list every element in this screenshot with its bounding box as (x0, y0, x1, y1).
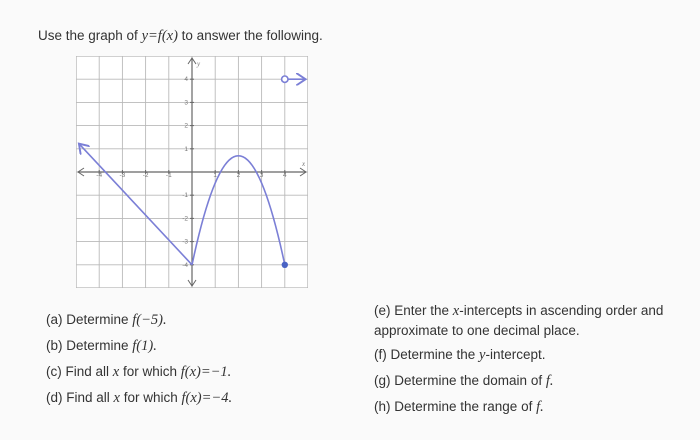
question-a-math: f(−5). (132, 312, 167, 328)
prompt-math: y=f(x) (141, 28, 178, 44)
y-tick-label: 4 (184, 76, 188, 84)
question-g-math: f. (545, 373, 554, 389)
question-b (46, 338, 157, 355)
question-a-text: (a) Determine (46, 312, 133, 327)
question-e-var: x (452, 303, 460, 319)
x-tick-label: 2 (236, 172, 241, 179)
question-f-post: -intercept. (485, 347, 546, 362)
question-d-var: x (113, 390, 120, 406)
y-tick-label: -1 (182, 192, 188, 200)
x-tick-label: 1 (213, 172, 218, 179)
y-tick-label: 3 (184, 99, 188, 107)
question-c (46, 364, 231, 381)
question-h (374, 399, 544, 416)
open-endpoint (282, 76, 288, 82)
y-tick-label: 1 (184, 145, 188, 153)
question-c-var: x (112, 364, 120, 380)
question-f-text: (f) Determine the (374, 347, 480, 362)
graph-svg (76, 56, 308, 288)
x-tick-label: 4 (282, 172, 287, 179)
y-axis-label: y (197, 60, 201, 68)
y-tick-label: -4 (182, 261, 188, 269)
question-c-mid: for which (119, 364, 181, 379)
question-d (46, 390, 232, 407)
question-g (374, 373, 554, 390)
x-tick-label: -4 (96, 172, 103, 179)
y-tick-label: 2 (184, 122, 188, 130)
question-b-math: f(1). (132, 338, 157, 354)
question-f (374, 347, 546, 364)
x-tick-label: -1 (165, 172, 172, 179)
x-tick-label: 3 (259, 172, 264, 179)
question-e-line2: approximate to one decimal place. (374, 323, 580, 338)
prompt-text (38, 28, 323, 45)
x-axis-label: x (302, 160, 306, 168)
x-tick-label: -2 (142, 172, 149, 179)
function-graph (76, 56, 308, 288)
question-c-math: f(x)=−1. (180, 364, 232, 380)
question-b-text: (b) Determine (46, 338, 133, 353)
y-tick-label: -2 (182, 215, 188, 223)
question-d-mid: for which (119, 390, 182, 405)
x-tick-label: -3 (119, 172, 126, 179)
question-e-line1 (374, 303, 663, 320)
prompt-post: to answer the following. (177, 28, 323, 43)
question-f-var: y (479, 347, 486, 363)
y-tick-label: -3 (182, 238, 188, 246)
question-h-math: f. (536, 399, 544, 415)
closed-endpoint (282, 262, 288, 268)
question-h-text: (h) Determine the range of (374, 399, 537, 414)
question-e-text: (e) Enter the (374, 303, 453, 318)
question-d-math: f(x)=−4. (181, 390, 233, 406)
prompt-pre: Use the graph of (38, 28, 142, 43)
question-e-post: -intercepts in ascending order and (459, 303, 664, 318)
question-c-text: (c) Find all (46, 364, 113, 379)
question-g-text: (g) Determine the domain of (374, 373, 546, 388)
question-a (46, 312, 167, 329)
question-d-text: (d) Find all (46, 390, 114, 405)
